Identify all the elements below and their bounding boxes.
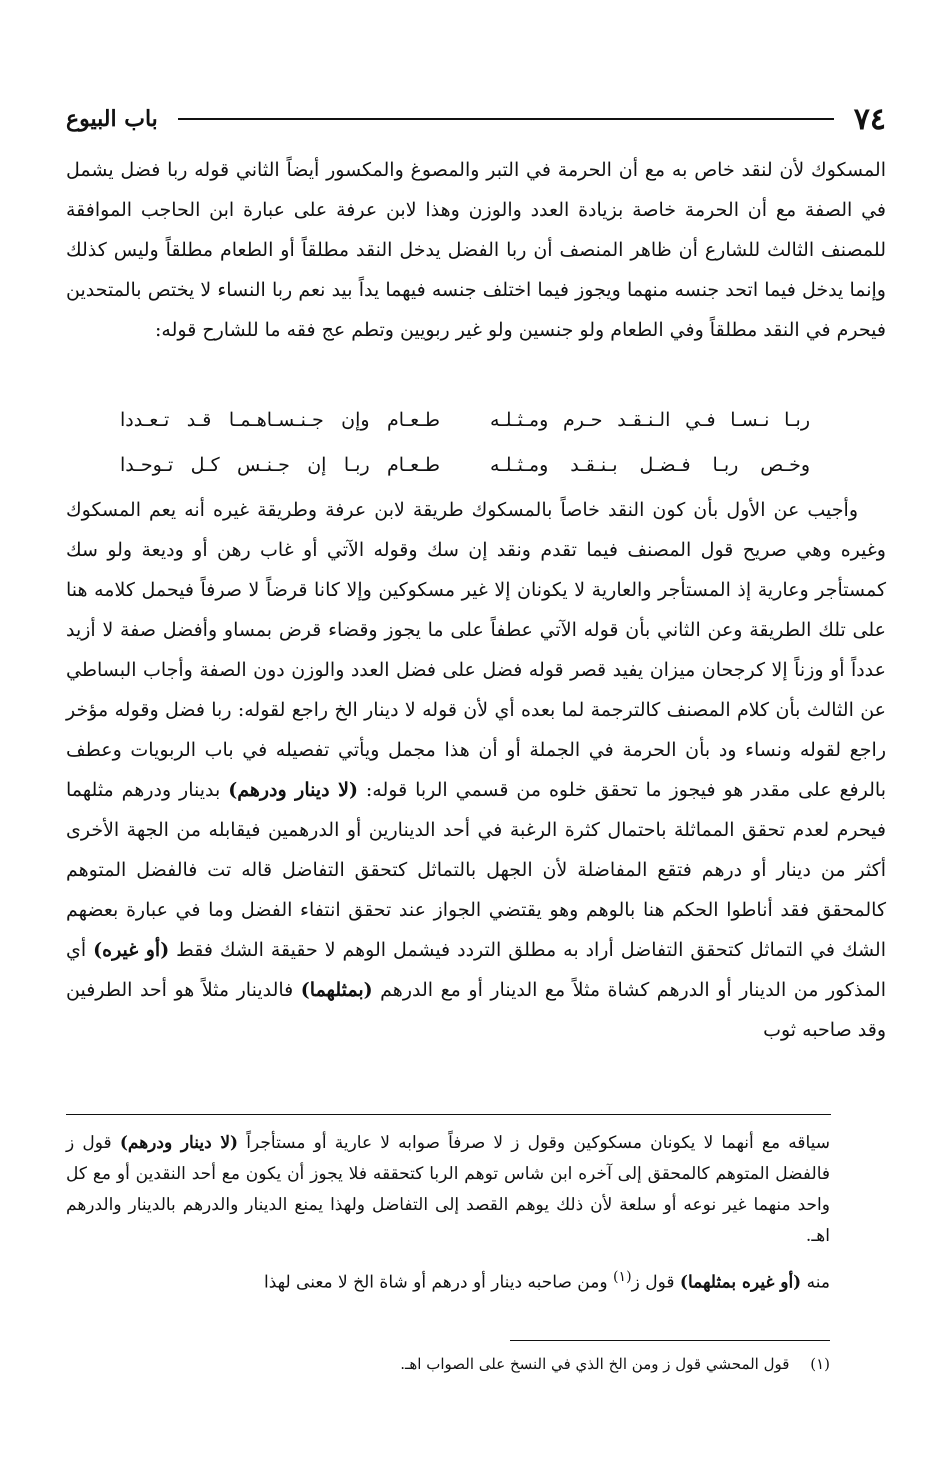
note-1 bbox=[66, 1128, 830, 1252]
paragraph-2 bbox=[66, 490, 886, 1050]
marginal-notes bbox=[66, 1128, 830, 1299]
verse-row bbox=[120, 443, 810, 488]
paragraph-2-text: فالدينار مثلاً هو أحد الطرفين وقد صاحبه ثوب bbox=[66, 979, 886, 1041]
header-rule bbox=[178, 118, 834, 120]
verse-first-hemistich: وخـص ربـا فـضـل بـنـقـد ومـثـلـه bbox=[490, 454, 810, 476]
note-text: قول ز فالفضل المتوهم كالمحقق إلى آخره ابن شاس توهم الربا كتحققه فلا يجوز أن يكون مع أحد النقدين أو مع كل واحد منهما غير نوعه أو سلعة لأن ذلك يوهم القصد إلى التفاضل ولهذا يمنع الدينار والدرهم بالدينار والدرهم اهـ. bbox=[66, 1133, 830, 1246]
verse-row bbox=[120, 398, 810, 443]
paragraph-1: المسكوك لأن لنقد خاص به مع أن الحرمة في التبر والمصوغ والمكسور أيضاً الثاني قوله ربا فضل يشمل في الصفة مع أن الحرمة خاصة بزيادة العدد والوزن وهذا لابن عرفة على عبارة ابن الحاجب الموافقة للمصنف الثالث للشارع أن ظاهر المنصف أن ربا الفضل يدخل النقد مطلقاً أو الطعام مطلقاً وليس كذلك وإنما يدخل فيما اتحد جنسه منهما ويجوز فيما اختلف جنسه فيهما يداً بيد نعم ربا النساء لا يختص بالمتحدين فيحرم في النقد مطلقاً وفي الطعام ولو جنسين ولو غير ربويين وتطم عج فقه ما للشارح قوله: bbox=[66, 159, 886, 341]
paragraph-2-text: وأجيب عن الأول بأن كون النقد خاصاً بالمسكوك طريقة لابن عرفة وطريقة غيره أنه يعم المسكوك وغيره وهي صريح قول المصنف فيما تقدم ونقد إن سك وقوله الآتي أو غاب رهن أو وديعة ولو سك كمستأجر وعارية إذ المستأجر والعارية لا يكونان إلا غير مسكوكين وإلا كانا قرضاً لا صرفاً فيحمل كلامه هنا على تلك الطريقة وعن الثاني بأن قوله الآتي عطفاً على ما يجوز وقضاء قرض بمساو وأفضل صفة لا أزيد عدداً أو وزناً إلا كرجحان ميزان يفيد قصر قوله فضل على فضل العدد والوزن دون الصفة وأجاب البساطي عن الثالث بأن كلام المصنف كالترجمة لما بعده أي لأن قوله لا دينار الخ راجع لقوله: ربا فضل وقوله مؤخر راجع لقوله ونساء ود بأن الحرمة في الجملة أو أن هذا مجمل ويأتي تفصيله في باب الربويات وعطف بالرفع على مقدر هو فيجوز ما تحقق خلوه من قسمي الربا قوله: bbox=[66, 499, 886, 801]
quoted-phrase: (أو غيره بمثلهما) bbox=[679, 1272, 802, 1293]
page-header bbox=[66, 95, 886, 143]
chapter-title: باب البيوع bbox=[66, 106, 158, 132]
footnote-divider bbox=[510, 1340, 830, 1341]
main-text bbox=[66, 150, 886, 350]
footnote-marker: (١) bbox=[810, 1355, 830, 1373]
footnote bbox=[66, 1350, 830, 1378]
notes-divider bbox=[66, 1114, 831, 1115]
verse-first-hemistich: ربـا نـسـا فـي الـنـقـد حـرم ومـثـلـه bbox=[490, 409, 810, 431]
footnote-text: قول المحشي قول ز ومن الخ الذي في النسخ على الصواب اهـ. bbox=[400, 1355, 790, 1373]
note-2 bbox=[66, 1262, 830, 1299]
note-text: سياقه مع أنهما لا يكونان مسكوكين وقول ز لا صرفاً صوابه لا عارية أو مستأجراً bbox=[246, 1133, 831, 1153]
poem-verses bbox=[120, 398, 810, 488]
quoted-phrase: (أو غيره) bbox=[93, 939, 170, 961]
paragraph-2-text: أي المذكور من الدينار أو الدرهم كشاة مثلاً مع الدينار أو مع الدرهم bbox=[66, 939, 887, 1001]
main-text-continued bbox=[66, 490, 886, 1050]
footnote-reference: (١) bbox=[612, 1269, 632, 1285]
quoted-phrase: (لا دينار ودرهم) bbox=[119, 1133, 239, 1153]
quoted-phrase: (لا دينار ودرهم) bbox=[228, 779, 358, 801]
page-number: ٧٤ bbox=[853, 101, 886, 137]
note-text: ومن صاحبه دينار أو درهم أو شاة الخ لا معنى لهذا bbox=[263, 1272, 608, 1293]
note-text: قول ز bbox=[631, 1272, 675, 1293]
verse-second-hemistich: طـعـام وإن جـنـسـاهـمـا قـد تـعـددا bbox=[120, 409, 440, 431]
verse-second-hemistich: طـعـام ربـا إن جـنـس كـل تـوحـدا bbox=[120, 454, 440, 476]
quoted-phrase: (بمثلهما) bbox=[300, 979, 373, 1001]
note-text: منه bbox=[806, 1272, 830, 1293]
paragraph-2-text: بدينار ودرهم مثلهما فيحرم لعدم تحقق المماثلة باحتمال كثرة الرغبة في أحد الدينارين أو الدرهمين فيقابله من الجهة الأخرى أكثر من دينار أو درهم فتقع المفاضلة لأن الجهل بالتماثل كتحقق التفاضل قاله تت فالفضل المتوهم كالمحقق فقد أناطوا الحكم هنا بالوهم وهو يقتضي الجواز عند تحقق انتفاء الفضل وما في عبارة بعضهم الشك في التماثل كتحقق التفاضل أراد به مطلق التردد فيشمل الوهم لا حقيقة الشك فقط bbox=[66, 779, 886, 961]
